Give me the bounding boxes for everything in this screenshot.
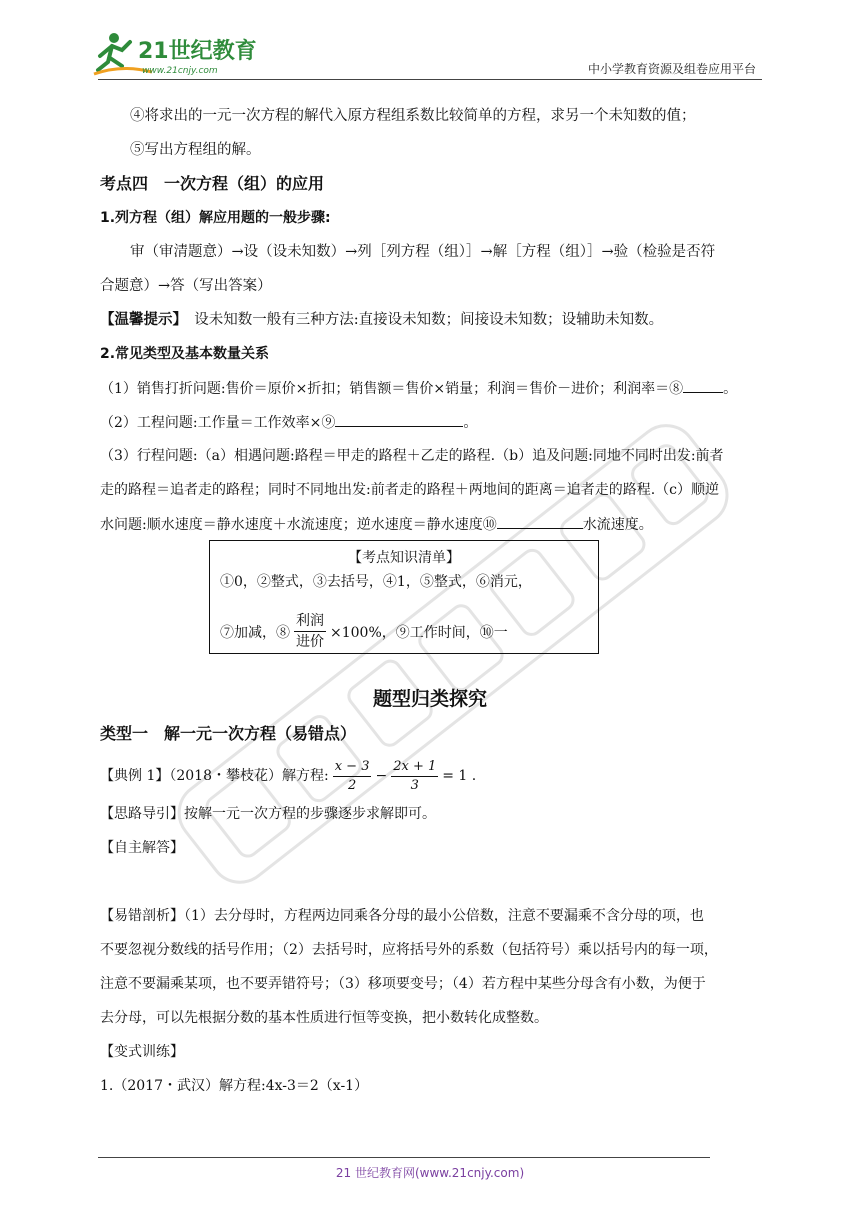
header-divider (98, 79, 762, 80)
type-3-line-3 (100, 514, 653, 535)
type-1-end: 。 (723, 381, 738, 397)
type-1-sales (100, 378, 737, 399)
equation (329, 756, 477, 796)
eq-numerator-1: x − 3 (333, 758, 372, 777)
footer-link[interactable]: 21 世纪教育网(www.21cnjy.com) (335, 1166, 525, 1180)
answer-line-2-post: ×100%，⑨工作时间，⑩一 (330, 624, 508, 641)
answer-box (209, 540, 599, 654)
mistake-line-4: 去分母，可以先根据分数的基本性质进行恒等变换，把小数转化成整数。 (100, 1010, 548, 1026)
logo-url: www.21cnjy.com (142, 66, 218, 76)
eq-denominator-1: 2 (347, 777, 357, 793)
step-5: ⑤写出方程组的解。 (130, 142, 261, 158)
eq-numerator-2: 2x + 1 (391, 758, 438, 777)
mistake-line-1: 【易错剖析】（1）去分母时，方程两边同乘各分母的最小公倍数，注意不要漏乘不含分母的项，也 (100, 908, 704, 924)
example-label: 【典例 1】（2018・攀枝花）解方程: (100, 768, 329, 784)
tip-text: 设未知数一般有三种方法:直接设未知数；间接设未知数；设辅助未知数。 (179, 312, 664, 328)
answer-line-1: ①0，②整式，③去括号，④1，⑤整式，⑥消元， (220, 574, 532, 590)
section-4-heading: 考点四 一次方程（组）的应用 (100, 174, 325, 193)
header-platform-text: 中小学教育资源及组卷应用平台 (587, 62, 756, 76)
type-2-end: 。 (463, 415, 478, 431)
answer-line-2-pre: ⑦加减，⑧ (220, 624, 290, 641)
question-1: 1.（2017・武汉）解方程:4x-3＝2（x-1） (100, 1078, 369, 1094)
type-3-line-1: （3）行程问题:（a）相遇问题:路程＝甲走的路程＋乙走的路程.（b）追及问题:同地不同时出发:前者 (100, 448, 724, 464)
profit-rate-fraction (294, 611, 326, 652)
type-3-end: 水流速度。 (582, 517, 653, 533)
type-3-text: 水问题:顺水速度＝静水速度＋水流速度；逆水速度＝静水速度⑩ (100, 517, 497, 533)
logo-text: 21世纪教育 (138, 39, 257, 64)
steps-line-2: 合题意）→答（写出答案） (100, 278, 272, 294)
answer-line-2 (220, 611, 508, 652)
section-title: 题型归类探究 (372, 688, 487, 710)
footer-divider (98, 1157, 710, 1158)
hint: 【思路导引】按解一元一次方程的步骤逐步求解即可。 (100, 806, 436, 822)
fraction-denominator: 进价 (296, 634, 324, 650)
step-4: ④将求出的一元一次方程的解代入原方程组系数比较简单的方程，求另一个未知数的值； (130, 108, 696, 124)
blank-9 (335, 412, 463, 427)
tip-label: 【温馨提示】 (100, 312, 180, 328)
blank-10 (497, 514, 583, 529)
eq-minus: − (375, 768, 388, 784)
site-logo (92, 28, 262, 78)
example-1 (100, 756, 476, 796)
sub-heading-2: 2.常见类型及基本数量关系 (100, 346, 270, 362)
steps-line-1: 审（审清题意）→设（设未知数）→列［列方程（组）］→解［方程（组）］→验（检验是否符 (130, 244, 716, 260)
eq-denominator-2: 3 (410, 777, 419, 793)
fraction-numerator: 利润 (294, 611, 326, 632)
type-1-heading: 类型一 解一元一次方程（易错点） (100, 724, 357, 743)
type-2-engineering (100, 412, 477, 433)
sub-heading-1: 1.列方程（组）解应用题的一般步骤: (100, 210, 331, 226)
tip-paragraph (100, 310, 663, 330)
blank-8 (683, 378, 723, 393)
answer-box-title: 【考点知识清单】 (348, 550, 460, 566)
practice-label: 【变式训练】 (100, 1044, 184, 1060)
mistake-line-2: 不要忽视分数线的括号作用；（2）去括号时，应将括号外的系数（包括符号）乘以括号内的每一项， (100, 942, 718, 958)
type-2-text: （2）工程问题:工作量＝工作效率×⑨ (100, 415, 336, 431)
type-3-line-2: 走的路程＝追者走的路程；同时不同地出发:前者走的路程＋两地间的距离＝追者走的路程.（c）顺逆 (100, 482, 720, 498)
mistake-line-3: 注意不要漏乘某项，也不要弄错符号；（3）移项要变号；（4）若方程中某些分母含有小数，为便于 (100, 976, 706, 992)
eq-rhs: = 1 . (442, 768, 477, 784)
type-1-text: （1）销售打折问题:售价＝原价×折扣；销售额＝售价×销量；利润＝售价－进价；利润率＝⑧ (100, 381, 684, 397)
self-answer: 【自主解答】 (100, 840, 184, 856)
